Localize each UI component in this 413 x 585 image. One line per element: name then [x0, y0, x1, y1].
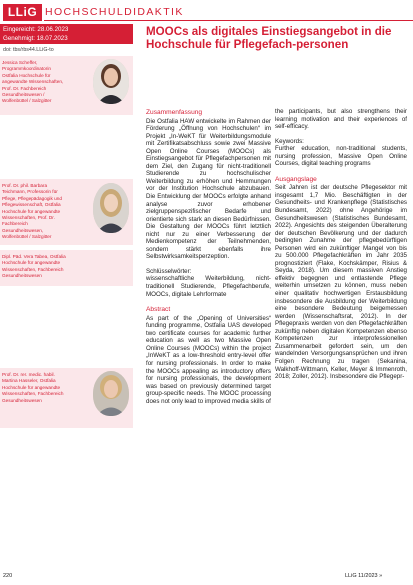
author-photo	[93, 183, 129, 233]
doi-text: doi: tbs/rbs44.LLiG-to	[3, 47, 54, 53]
author-photo	[93, 59, 129, 104]
author-photo	[93, 371, 129, 416]
author-card-3	[0, 250, 133, 286]
keywords-de: wissenschaftliche Weiterbildung, nicht-traditionell Studierende, Pflegefachberufe, MOOCs, digitale Lehrformate	[146, 275, 271, 298]
journal-logo: LLiG	[3, 4, 42, 21]
issue-label: LLiG 11/2023 »	[345, 573, 383, 579]
abstract-continued: the participants, but also strengthens their learning motivation and their experiences of self-efficacy.	[275, 108, 407, 131]
received-date: Eingereicht: 28.06.2023	[3, 26, 69, 33]
submission-dates	[0, 24, 133, 44]
summary-heading: Zusammenfassung	[146, 109, 203, 116]
approved-date: Genehmigt: 18.07.2023	[3, 35, 68, 42]
section-text-ausgangslage: Seit Jahren ist der deutsche Pflegesektor mit insgesamt 1,7 Mio. Beschäftigten in der Gesundheits- und Krankenpflege (Statistisches Bundesamt, 2022) ohne Angehörige im Gesundheitswesen (Statistisches Bundesamt, 2022). Angesichts des steigenden Überalterung der deutschen Bevölkerung und der dadurch bedingten Zunahme der pflegebedürftigen Personen wird ein zukünftiger Mangel von bis zu 500.000 Pflegefachkräften im Jahr 2035 prognostiziert (Flake, Kochskämper, Risius & Seyda, 2018). Um diesem massiven Anstieg effektiv begegnen und entlastende Pflege weiterhin umsetzen zu können, muss neben einer qualitativ hochwertigen Erstausbildung insbesondere die Ausbildung der Weiterbildung eine besondere Bedeutung beigemessen werden (Wissenschaftsrat, 2012). In der Pflegepraxis werden von den Pflegefachkräften zukünftig neben digitalen Kompetenzen ebenso Kompetenzen zur interprofessionellen Zusammenarbeit gefordert sein, um den wandelnden Versorgungsansprüchen und ihren Folgen Rechnung zu tragen (Sekanina, Walkhoff-Wittmann, Keller, Meyer & Immenroth, 2018; Zoller, 2012). Insbesondere die Pflegepr-	[275, 184, 407, 381]
keywords-en: Further education, non-traditional students, nursing profession, Massive Open Online Courses, digital teaching programs	[275, 145, 407, 168]
author-bio: Prof. Dr. rer. medic. habil. Martina Hasseler, Ostfalia Hochschule für angewandte Wissenschaften, Fachbereich Gesundheitswesen	[2, 372, 64, 403]
journal-section-title: HOCHSCHULDIDAKTIK	[45, 6, 184, 18]
keywords-label-de: Schlüsselwörter:	[146, 267, 192, 275]
section-heading-ausgangslage: Ausgangslage	[275, 175, 317, 183]
header-divider	[44, 20, 413, 21]
keywords-label-en: Keywords:	[275, 137, 304, 145]
article-column-2	[275, 108, 407, 381]
article-column-1	[146, 108, 271, 405]
author-bio: Dipl. Päd. Vera Tabea, Ostfalia Hochschule für angewandte Wissenschaften, Fachbereich Gesundheitswesen	[2, 254, 66, 279]
page-number: 220	[3, 573, 13, 579]
author-card-1	[0, 56, 133, 115]
author-bio: Jessica Scheffer, Programmkoordinatorin Ostfalia Hochschule für angewandte Wissenschaften, Prof. Dr. Fachbereich Gesundheitswesen / Wolfenbüttel / Salzgitter	[2, 60, 64, 104]
author-bio: Prof. Dr. phil. Barbara Teichmann, Professorin für Pflege, Pflegepädagogik und Pflegewissenschaft, Ostfalia Hochschule für angewandte Wissenschaften, Prof. Dr. Fachbereich Gesundheitswesen, Wolfenbüttel / Salzgitter	[2, 183, 62, 240]
author-card-2	[0, 179, 133, 245]
abstract-text: As part of the „Opening of Universities“ funding programme, Ostfalia UAS developed two certificate courses for academic further education as well as two Massive Open Online Courses (MOOCs) within the project „InWeKT as a low-threshold entry-level offer for nursing professionals. In order to make the MOOCs appealing as introductory offers for nursing professionals, the development was based on previously determined target group-specific needs. The MOOC processing does not only lead to improved media skills of	[146, 314, 271, 405]
abstract-heading: Abstract	[146, 306, 171, 314]
author-card-4	[0, 368, 133, 428]
summary-text: Die Ostfalia HAW entwickelte im Rahmen der Förderung „Öffnung von Hochschulen“ im Projekt „In-WeKT für Weiterbildungsmodule mit Zertifikatsabschluss sowie zwei Massive Open Online Courses (MOOCs) als Einstiegsangebot für Pflegefachpersonen mit dem Ziel, den Zugang für nicht-traditionell Studierende zu hochschulischer Weiterbildung zu erhöhen und Hemmungen vor der Institution Hochschule abzubauen. Die Entwicklung der MOOCs erfolgte anhand analyse zuvor erhobener zielgruppenspezifischer Bedarfe und orientierte sich stark an diesen Bedürfnissen. Die Gestaltung der MOOCs führt letztlich nicht nur zu einer Verbesserung der Medienkompetenz der Teilnehmenden, sondern stärkt ebenfalls ihre Selbstwirksamkeitsperzeption.	[146, 117, 271, 261]
article-title: MOOCs als digitales Einstiegsangebot in die Hochschule für Pflegefach-personen	[146, 25, 392, 51]
